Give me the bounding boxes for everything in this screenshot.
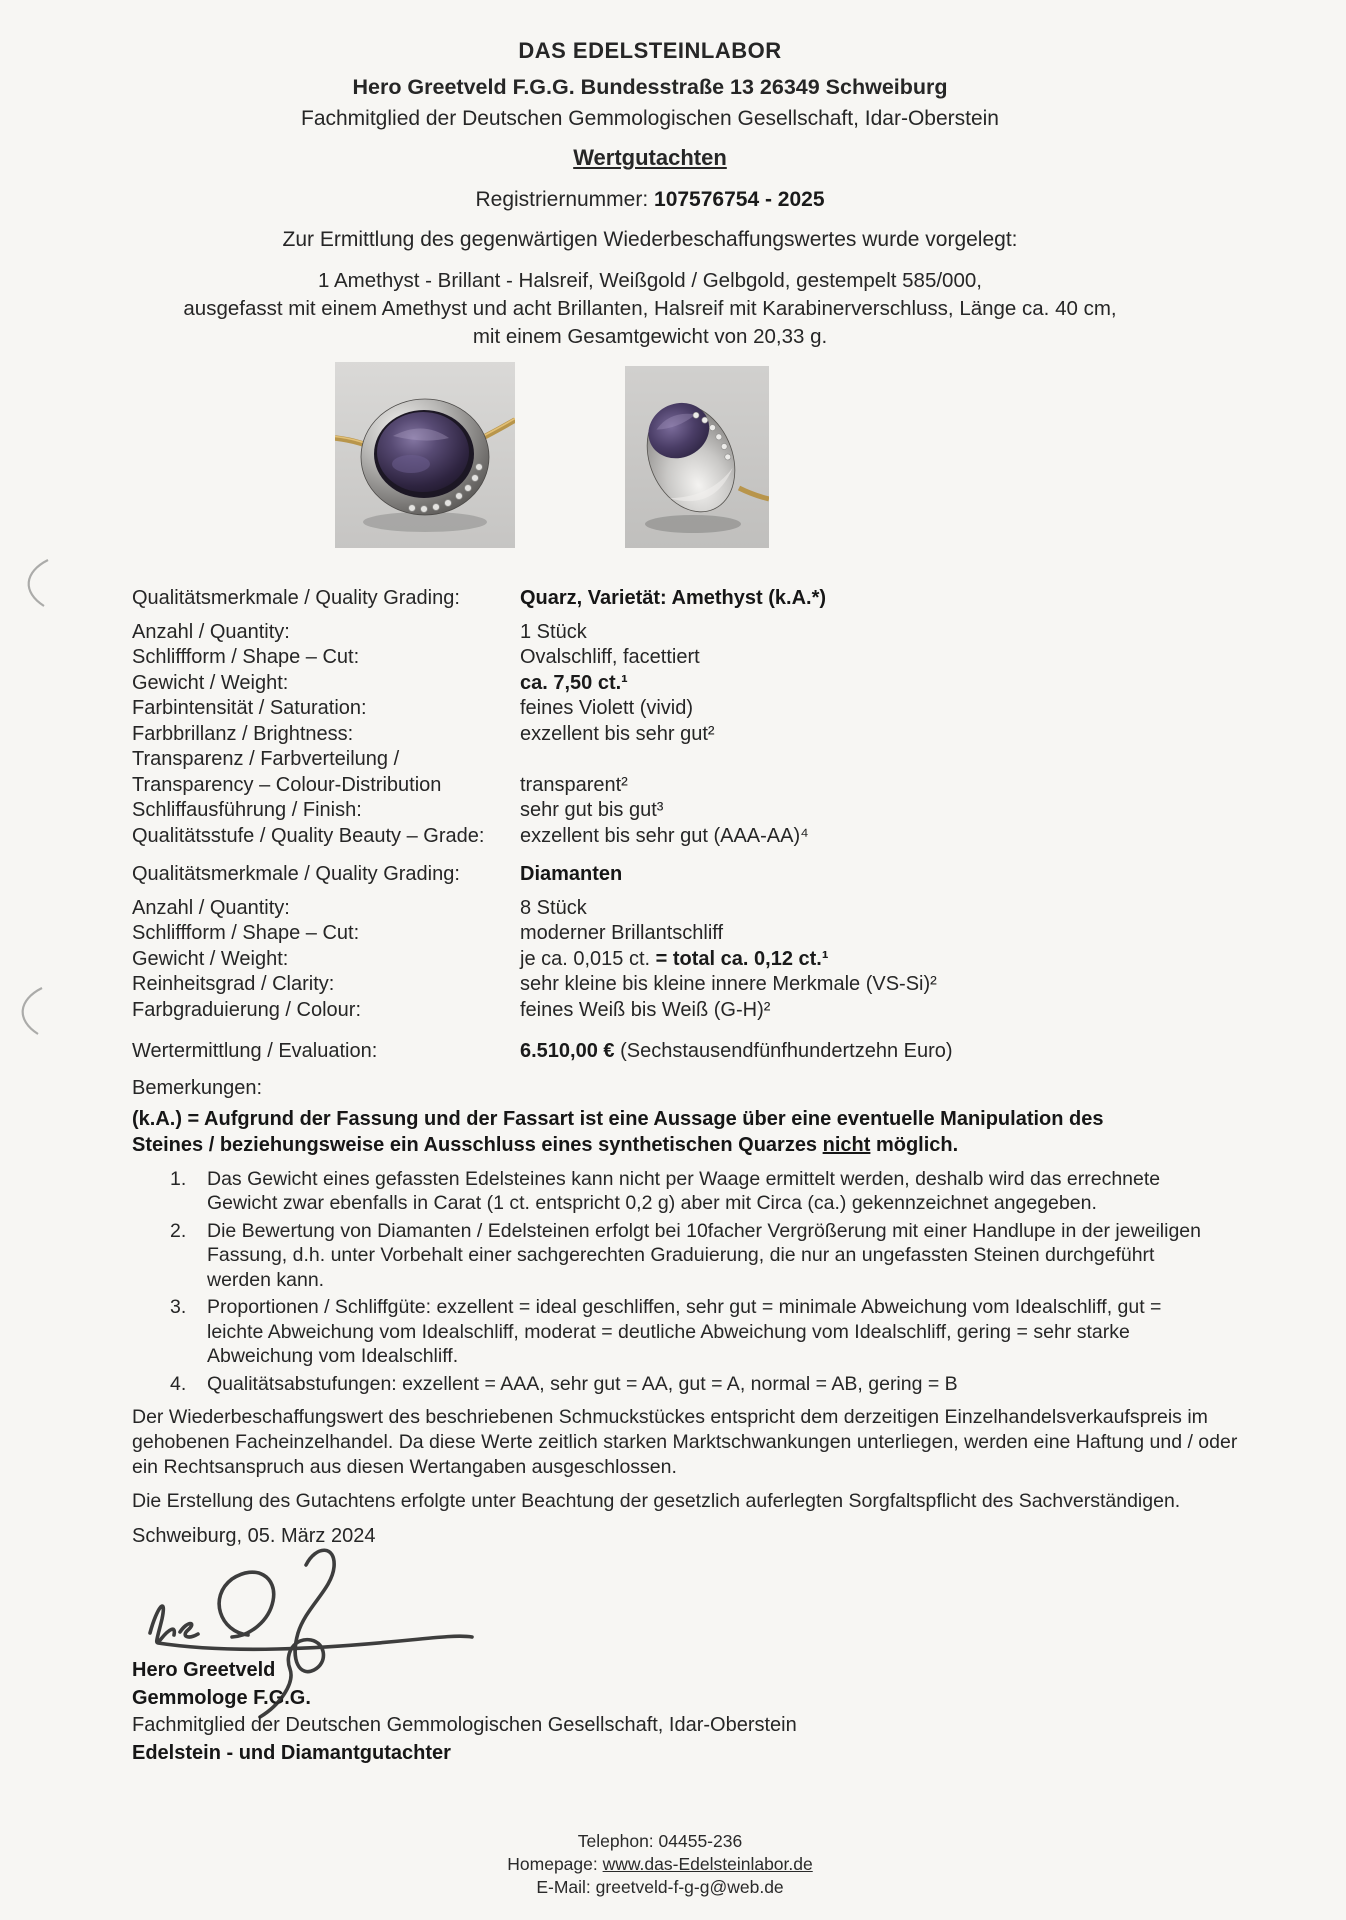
remark-bold-note xyxy=(132,1106,1272,1158)
item-description-line2: ausgefasst mit einem Amethyst und acht Brillanten, Halsreif mit Karabinerverschluss, Länge ca. 40 cm, xyxy=(183,297,1117,320)
photo-pendant-front xyxy=(335,362,515,548)
row-label: Farbintensität / Saturation: xyxy=(132,697,367,719)
footer-telephone: Telephon: 04455-236 xyxy=(577,1831,743,1851)
table-row xyxy=(132,645,1272,671)
table-row xyxy=(132,620,1272,646)
jewelry-photos xyxy=(335,362,769,548)
document-footer xyxy=(0,1830,1320,1899)
evaluation-value xyxy=(520,1039,1272,1065)
evaluation-label: Wertermittlung / Evaluation: xyxy=(132,1040,378,1062)
row-label: Anzahl / Quantity: xyxy=(132,896,290,919)
row-label: Farbgraduierung / Colour: xyxy=(132,998,362,1021)
row-label: Transparency – Colour-Distribution xyxy=(132,773,442,796)
row-label: Transparenz / Farbverteilung / xyxy=(132,748,400,770)
lab-address: Hero Greetveld F.G.G. Bundesstraße 13 26349 Schweiburg xyxy=(352,75,948,99)
section-label: Qualitätsmerkmale / Quality Grading: xyxy=(132,587,460,609)
row-value xyxy=(520,747,1272,773)
email-address: greetveld-f-g-g@web.de xyxy=(595,1877,784,1897)
gem-glow xyxy=(392,455,430,473)
row-value: sehr gut bis gut³ xyxy=(520,799,664,821)
scan-arc-artifact-top xyxy=(12,556,54,610)
note-number: 3. xyxy=(170,1296,187,1318)
row-value: exzellent bis sehr gut (AAA-AA)⁴ xyxy=(520,824,809,847)
note-text: Qualitätsabstufungen: exzellent = AAA, sehr gut = AA, gut = A, normal = AB, gering = B xyxy=(207,1372,958,1395)
registration-number: 107576754 - 2025 xyxy=(654,188,825,211)
row-value: 8 Stück xyxy=(520,896,587,919)
amethyst-grading-table xyxy=(132,620,1272,850)
row-value: Ovalschliff, facettiert xyxy=(520,646,700,668)
section-value: Quarz, Varietät: Amethyst (k.A.*) xyxy=(520,587,827,609)
evaluation-amount: 6.510,00 € xyxy=(520,1040,615,1062)
note-text: Die Bewertung von Diamanten / Edelsteinen erfolgt bei 10facher Vergrößerung mit einer Handlupe in der jeweiligen Fassung, d.h. unter Vorbehalt einer sachgerechten Graduierung, die nur an ungefassten Steinen durchgeführt werden kann. xyxy=(207,1219,1201,1291)
row-label: Schliffform / Shape – Cut: xyxy=(132,922,360,944)
remark-line1: (k.A.) = Aufgrund der Fassung und der Fassart ist eine Aussage über eine eventuelle Manipulation des xyxy=(132,1107,1104,1130)
row-value: feines Violett (vivid) xyxy=(520,697,694,719)
remark-line2-pre: Steines / beziehungsweise ein Ausschluss eines synthetischen Quarzes xyxy=(132,1133,823,1156)
table-row xyxy=(132,747,1272,773)
grading-and-text xyxy=(132,586,1272,1767)
photo-pendant-side xyxy=(625,366,769,548)
table-row xyxy=(132,798,1272,824)
note-text: Proportionen / Schliffgüte: exzellent = ideal geschliffen, sehr gut = minimale Abweichung vom Idealschliff, gut = leichte Abweichung vom Idealschliff, moderat = deutliche Abweichung vom Idealschliff, gering = sehr starke Abweichung vom Idealschliff. xyxy=(207,1296,1162,1367)
signature-block xyxy=(132,1553,1272,1767)
table-row xyxy=(132,722,1272,748)
section-label: Qualitätsmerkmale / Quality Grading: xyxy=(132,863,460,885)
remarks-heading: Bemerkungen: xyxy=(132,1076,263,1099)
remark-line2 xyxy=(132,1132,1272,1158)
table-row xyxy=(132,998,1272,1024)
row-value xyxy=(520,947,1272,973)
row-label: Anzahl / Quantity: xyxy=(132,620,290,643)
diamonds-section-header xyxy=(132,862,1272,888)
footer-email-line xyxy=(0,1876,1320,1899)
diamonds-grading-table xyxy=(132,896,1272,1024)
item-description xyxy=(0,267,1300,351)
document-header xyxy=(0,38,1300,351)
homepage-label: Homepage: xyxy=(507,1854,603,1874)
lab-membership-line: Fachmitglied der Deutschen Gemmologischen Gesellschaft, Idar-Oberstein xyxy=(301,107,999,130)
homepage-url: www.das-Edelsteinlabor.de xyxy=(602,1854,813,1874)
amethyst-gem xyxy=(377,412,469,492)
row-label: Gewicht / Weight: xyxy=(132,671,289,694)
row-label: Qualitätsstufe / Quality Beauty – Grade: xyxy=(132,824,485,847)
row-label: Farbbrillanz / Brightness: xyxy=(132,722,354,745)
scan-arc-artifact-bottom xyxy=(6,984,48,1038)
note-number: 2. xyxy=(170,1219,187,1242)
place-date-line: Schweiburg, 05. März 2024 xyxy=(132,1525,376,1547)
table-row xyxy=(132,947,1272,973)
registration-line xyxy=(0,188,1300,212)
row-value: moderner Brillantschliff xyxy=(520,922,724,944)
row-value: exzellent bis sehr gut² xyxy=(520,722,715,745)
table-row xyxy=(132,696,1272,722)
remark-underlined-word: nicht xyxy=(822,1133,871,1156)
closing-paragraph-2: Die Erstellung des Gutachtens erfolgte unter Beachtung der gesetzlich auferlegten Sorgfaltspflicht des Sachverständigen. xyxy=(132,1490,1181,1512)
table-row xyxy=(132,921,1272,947)
footer-homepage-line xyxy=(0,1853,1320,1876)
evaluation-amount-words: (Sechstausendfünfhundertzehn Euro) xyxy=(614,1040,953,1062)
amethyst-section-header xyxy=(132,586,1272,612)
pendant-shadow xyxy=(645,515,741,533)
signatory-name: Hero Greetveld xyxy=(132,1659,276,1681)
row-value: 1 Stück xyxy=(520,620,587,643)
lab-name: DAS EDELSTEINLABOR xyxy=(518,38,782,63)
table-row xyxy=(132,773,1272,799)
handwritten-signature xyxy=(120,1537,550,1747)
email-label: E-Mail: xyxy=(536,1877,596,1897)
note-number: 4. xyxy=(170,1372,187,1395)
row-value: sehr kleine bis kleine innere Merkmale (VS-Si)² xyxy=(520,973,937,995)
table-row xyxy=(132,972,1272,998)
purpose-line: Zur Ermittlung des gegenwärtigen Wiederbeschaffungswertes wurde vorgelegt: xyxy=(282,228,1018,251)
closing-paragraph-1: Der Wiederbeschaffungswert des beschriebenen Schmuckstückes entspricht dem derzeitigen Einzelhandelsverkaufspreis im gehobenen Facheinzelhandel. Da diese Werte zeitlich starken Marktschwankungen unterliegen, werden eine Haftung und / oder ein Rechtsanspruch aus diesen Wertangaben ausgeschlossen. xyxy=(132,1406,1238,1478)
registration-label: Registriernummer: xyxy=(475,188,655,211)
signatory-membership: Fachmitglied der Deutschen Gemmologischen Gesellschaft, Idar-Oberstein xyxy=(132,1714,797,1736)
row-label: Schliffform / Shape – Cut: xyxy=(132,646,360,668)
document-title: Wertgutachten xyxy=(573,145,727,170)
weight-value-regular: je ca. 0,015 ct. xyxy=(520,947,656,970)
note-number: 1. xyxy=(170,1167,187,1190)
row-label: Reinheitsgrad / Clarity: xyxy=(132,973,335,995)
item-description-line1: 1 Amethyst - Brillant - Halsreif, Weißgold / Gelbgold, gestempelt 585/000, xyxy=(318,269,982,292)
row-value: feines Weiß bis Weiß (G-H)² xyxy=(520,998,771,1021)
table-row xyxy=(132,824,1272,850)
list-item xyxy=(132,1295,1272,1369)
footnotes-list xyxy=(132,1167,1272,1397)
signatory-role: Edelstein - und Diamantgutachter xyxy=(132,1741,451,1764)
table-row xyxy=(132,671,1272,697)
row-label: Gewicht / Weight: xyxy=(132,947,289,970)
section-value: Diamanten xyxy=(520,863,623,885)
row-label: Schliffausführung / Finish: xyxy=(132,799,362,821)
row-value: ca. 7,50 ct.¹ xyxy=(520,671,628,694)
note-text: Das Gewicht eines gefassten Edelsteines kann nicht per Waage ermittelt werden, deshalb wird das errechnete Gewicht zwar ebenfalls in Carat (1 ct. entspricht 0,2 g) aber mit Circa (ca.) gekennzeichnet angegeben. xyxy=(207,1167,1161,1214)
weight-value-bold: = total ca. 0,12 ct.¹ xyxy=(655,947,829,970)
list-item xyxy=(132,1372,1272,1397)
item-description-line3: mit einem Gesamtgewicht von 20,33 g. xyxy=(472,325,828,348)
remark-line2-post: möglich. xyxy=(870,1133,959,1156)
evaluation-row xyxy=(132,1039,1272,1065)
list-item xyxy=(132,1167,1272,1216)
table-row xyxy=(132,896,1272,922)
row-value: transparent² xyxy=(520,773,628,796)
signatory-title: Gemmologe F.G.G. xyxy=(132,1686,311,1709)
list-item xyxy=(132,1219,1272,1293)
